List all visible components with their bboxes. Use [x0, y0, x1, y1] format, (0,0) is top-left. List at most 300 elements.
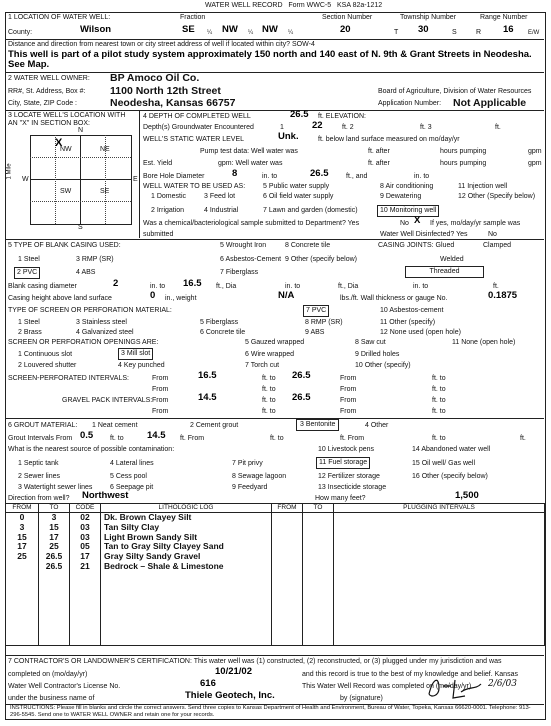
table-row — [6, 599, 545, 608]
opening-6: 6 Wire wrapped — [245, 351, 295, 358]
ne-label: NE — [100, 146, 110, 153]
section-number-value: 20 — [340, 24, 351, 35]
direction-value: Northwest — [82, 490, 129, 501]
sc-from-label-4: From — [340, 386, 357, 393]
divider — [5, 39, 544, 40]
grid-line — [80, 135, 81, 224]
opening-8: 8 Saw cut — [355, 339, 386, 346]
range-value: 16 — [503, 24, 514, 35]
code-cell: 17 — [70, 552, 101, 562]
empty-cell — [272, 523, 303, 533]
empty-cell — [334, 552, 545, 562]
from-cell: 3 — [6, 523, 39, 533]
from-cell: 17 — [6, 542, 39, 552]
height-value: 0 — [150, 290, 156, 301]
gv-to-label: ft. to — [262, 397, 276, 404]
address-label: RR#, St. Address, Box #: — [8, 88, 86, 95]
county-label: County: — [8, 29, 33, 36]
empty-cell — [334, 627, 545, 636]
empty-cell — [334, 599, 545, 608]
chem-label: Was a chemical/bacteriological sample submitted to Department? Yes — [143, 220, 360, 227]
city-label: City, State, ZIP Code : — [8, 100, 77, 107]
sc-to-label-4: ft. to — [432, 386, 446, 393]
casing-8: 8 Concrete tile — [285, 242, 331, 249]
wall-value: 0.1875 — [488, 290, 518, 301]
empty-cell — [303, 572, 334, 581]
empty-cell — [272, 599, 303, 608]
grout-intervals-label: Grout Intervals From — [8, 435, 73, 442]
casing-6: 6 Asbestos-Cement — [220, 256, 282, 263]
mile-label: 1 Mile — [6, 163, 13, 180]
empty-cell — [6, 627, 39, 636]
screen-1: 1 Steel — [18, 319, 40, 326]
disinfected-no: No — [488, 231, 497, 238]
gv-from-label: From — [152, 397, 169, 404]
opening-9: 9 Drilled holes — [355, 351, 400, 358]
screen-9: 9 ABS — [305, 329, 325, 336]
bore-value: 8 — [232, 168, 238, 179]
empty-cell — [272, 572, 303, 581]
empty-cell — [39, 627, 70, 636]
pump-label: Pump test data: Well water was — [200, 148, 298, 155]
empty-cell — [334, 581, 545, 590]
completed-value: 10/21/02 — [215, 666, 252, 677]
divider — [139, 110, 140, 238]
bore-and: ft., and — [346, 173, 368, 180]
grout-3-selected: 3 Bentonite — [296, 419, 339, 431]
table-row — [6, 627, 545, 636]
screen-11: 11 Other (specify) — [380, 319, 436, 326]
empty-cell — [101, 590, 272, 599]
county-value: Wilson — [80, 24, 112, 35]
empty-cell — [334, 618, 545, 627]
nw-label: NW — [60, 146, 72, 153]
code-cell: 05 — [70, 542, 101, 552]
lithology-cell: Dk. Brown Clayey Silt — [101, 513, 272, 523]
chem-mark: X — [414, 215, 421, 226]
intervals-label: SCREEN-PERFORATED INTERVALS: — [8, 375, 129, 382]
empty-cell — [334, 533, 545, 543]
yield-hours: hours pumping — [440, 160, 487, 167]
gw-ft3: ft. 3 — [420, 124, 432, 131]
empty-cell — [334, 590, 545, 599]
code-cell: 03 — [70, 523, 101, 533]
use-7: 7 Lawn and garden (domestic) — [263, 207, 358, 214]
use-9: 9 Dewatering — [380, 193, 422, 200]
contam-9: 9 Feedyard — [232, 484, 268, 491]
empty-cell — [303, 542, 334, 552]
record-true: and this record is true to the best of my knowledge and belief. Kansas — [302, 671, 518, 678]
grout-ft: ft. — [520, 435, 526, 442]
opening-5: 5 Gauzed wrapped — [245, 339, 305, 346]
empty-cell — [334, 608, 545, 617]
diam-label: Blank casing diameter — [8, 283, 77, 290]
use-12: 12 Other (Specify below) — [458, 193, 536, 200]
empty-cell — [101, 581, 272, 590]
sc-to-label-3: ft. to — [262, 386, 276, 393]
lithology-cell: Tan Silty Clay — [101, 523, 272, 533]
casing-5: 5 Wrought Iron — [220, 242, 267, 249]
owner-city: Neodesha, Kansas 66757 — [110, 97, 236, 109]
lithology-cell: Tan to Gray Silty Clayey Sand — [101, 542, 272, 552]
use-label: WELL WATER TO BE USED AS: — [143, 183, 246, 190]
gw-ft2: ft. 2 — [342, 124, 354, 131]
empty-cell — [303, 533, 334, 543]
east-label: E — [133, 176, 138, 183]
range-suffix: E/W — [528, 30, 540, 36]
casing-4: 4 ABS — [76, 269, 96, 276]
range-prefix: R — [476, 29, 482, 36]
empty-cell — [303, 581, 334, 590]
empty-cell — [39, 608, 70, 617]
empty-cell — [6, 590, 39, 599]
grout-from-value: 0.5 — [80, 430, 94, 441]
howmany-value: 1,500 — [455, 490, 479, 501]
screen-label: TYPE OF SCREEN OR PERFORATION MATERIAL: — [8, 307, 172, 314]
yield-gpm-2: gpm — [528, 160, 542, 167]
contam-8: 8 Sewage lagoon — [232, 473, 287, 480]
board-label: Board of Agriculture, Division of Water Resources — [378, 88, 532, 95]
screen-2: 2 Brass — [18, 329, 42, 336]
from-cell: 0 — [6, 513, 39, 523]
static-label: WELL'S STATIC WATER LEVEL — [143, 136, 245, 143]
diam-in-to-3: in. to — [413, 283, 429, 290]
yield-gpm: gpm: Well water was — [218, 160, 283, 167]
casing-3: 3 RMP (SR) — [76, 256, 114, 263]
empty-cell — [70, 590, 101, 599]
lithology-cell: Gray Silty Sandy Gravel — [101, 552, 272, 562]
contam-14: 14 Abandoned water well — [412, 446, 491, 453]
location-section-label: 1 LOCATION OF WATER WELL: — [8, 14, 111, 21]
static-tail: ft. below land surface measured on mo/day/yr — [318, 136, 460, 143]
empty-cell — [70, 608, 101, 617]
license-value: 616 — [200, 678, 216, 689]
casing-2-selected: 2 PVC — [14, 267, 40, 279]
height-weight: in., weight — [165, 295, 197, 302]
form-title: WATER WELL RECORD Form WWC-5 KSA 82a-1212 — [205, 2, 383, 9]
grid-line — [30, 201, 131, 202]
distance-value: This well is part of a pilot study system approximately 150 north and 140 east of N. 9th & Grant Streets in Neodesha. See Map. — [8, 49, 532, 71]
chem-tail: If yes, mo/day/yr sample was — [430, 220, 521, 227]
fraction-3: NW — [262, 24, 278, 35]
table-row — [6, 590, 545, 599]
header-to: TO — [39, 504, 70, 513]
opening-4: 4 Key punched — [118, 362, 165, 369]
to-cell: 15 — [39, 523, 70, 533]
screen-3: 3 Stainless steel — [76, 319, 127, 326]
empty-cell — [39, 590, 70, 599]
contam-10: 10 Livestock pens — [318, 446, 375, 453]
south-label: S — [78, 224, 83, 231]
table-row — [6, 562, 545, 572]
from-cell — [6, 562, 39, 572]
gv-to-label-3: ft. to — [262, 408, 276, 415]
empty-cell — [334, 523, 545, 533]
empty-cell — [303, 636, 334, 646]
empty-cell — [272, 627, 303, 636]
casing-label: 5 TYPE OF BLANK CASING USED: — [8, 242, 121, 249]
empty-cell — [70, 636, 101, 646]
gv-from-label-3: From — [152, 408, 169, 415]
howmany-label: How many feet? — [315, 495, 366, 502]
owner-label: 2 WATER WELL OWNER: — [8, 75, 90, 82]
grout-2: 2 Cement grout — [190, 422, 239, 429]
yield-after: ft. after — [368, 160, 390, 167]
screen-7-selected: 7 PVC — [303, 305, 329, 317]
owner-name: BP Amoco Oil Co. — [110, 72, 200, 84]
owner-address: 1100 North 12th Street — [110, 85, 221, 97]
to-cell: 17 — [39, 533, 70, 543]
empty-cell — [70, 572, 101, 581]
header-to-2: TO — [303, 504, 334, 513]
gw-ft: ft. — [495, 124, 501, 131]
empty-cell — [272, 562, 303, 572]
casing-9: 9 Other (specify below) — [285, 256, 357, 263]
use-10-selected: 10 Monitoring well — [377, 205, 439, 217]
empty-cell — [272, 608, 303, 617]
application-value: Not Applicable — [453, 97, 527, 109]
pump-gpm: gpm — [528, 148, 542, 155]
casing-7: 7 Fiberglass — [220, 269, 259, 276]
grout-from-label: ft. From — [180, 435, 205, 442]
township-value: 30 — [418, 24, 429, 35]
empty-cell — [334, 542, 545, 552]
diam-ft: ft. — [493, 283, 499, 290]
joints-label: CASING JOINTS: Glued — [378, 242, 455, 249]
screen-4: 4 Galvanized steel — [76, 329, 134, 336]
use-8: 8 Air conditioning — [380, 183, 434, 190]
header-lithologic-log: LITHOLOGIC LOG — [101, 504, 272, 513]
empty-cell — [303, 513, 334, 523]
table-row — [6, 581, 545, 590]
empty-cell — [272, 533, 303, 543]
north-label: N — [78, 127, 84, 134]
township-prefix: T — [394, 29, 399, 36]
quarter-3: ¼ — [288, 30, 294, 36]
pump-hours: hours pumping — [440, 148, 487, 155]
sc-from-label-3: From — [152, 386, 169, 393]
empty-cell — [303, 608, 334, 617]
empty-cell — [272, 581, 303, 590]
opening-7: 7 Torch cut — [245, 362, 280, 369]
table-row — [6, 572, 545, 581]
gravel-label: GRAVEL PACK INTERVALS: — [62, 397, 153, 404]
empty-cell — [303, 627, 334, 636]
header-code: CODE — [70, 504, 101, 513]
quarter-1: ¼ — [207, 30, 213, 36]
lithology-cell: Light Brown Sandy Silt — [101, 533, 272, 543]
direction-label: Direction from well? — [8, 495, 70, 502]
empty-cell — [39, 581, 70, 590]
contam-13: 13 Insecticide storage — [318, 484, 387, 491]
header-from-2: FROM — [272, 504, 303, 513]
empty-cell — [272, 513, 303, 523]
grout-to-label-3: ft. to — [432, 435, 446, 442]
contam-12: 12 Fertilizer storage — [318, 473, 380, 480]
header-from: FROM — [6, 504, 39, 513]
code-cell: 02 — [70, 513, 101, 523]
opening-3-selected: 3 Mill slot — [118, 348, 153, 360]
empty-cell — [303, 590, 334, 599]
contam-5: 5 Cess pool — [110, 473, 147, 480]
distance-label: Distance and direction from nearest town or city street address of well if located within city? SOW-4 — [8, 41, 315, 48]
empty-cell — [303, 599, 334, 608]
to-cell: 3 — [39, 513, 70, 523]
record-completed-label: This Water Well Record was completed on (mo/day/yr) — [302, 683, 472, 690]
empty-cell — [334, 636, 545, 646]
empty-cell — [70, 627, 101, 636]
empty-cell — [70, 581, 101, 590]
use-3: 3 Feed lot — [204, 193, 236, 200]
gv-from-label-4: From — [340, 408, 357, 415]
se-label: SE — [100, 188, 110, 195]
well-location-mark: X — [55, 137, 63, 149]
empty-cell — [39, 599, 70, 608]
empty-cell — [303, 552, 334, 562]
divider — [5, 655, 544, 656]
casing-1: 1 Steel — [18, 256, 40, 263]
divider — [5, 418, 544, 419]
bore-to-label: in. to — [262, 173, 278, 180]
gw-label: Depth(s) Groundwater Encountered — [143, 124, 254, 131]
section-grid — [30, 135, 132, 225]
empty-cell — [303, 618, 334, 627]
diam-ft-dia: ft., Dia — [216, 283, 237, 290]
diam-value: 2 — [113, 278, 119, 289]
contam-6: 6 Seepage pit — [110, 484, 154, 491]
screen-8: 8 RMP (SR) — [305, 319, 343, 326]
to-cell: 26.5 — [39, 552, 70, 562]
table-row — [6, 618, 545, 627]
section-number-label: Section Number — [322, 14, 373, 21]
contam-3: 3 Watertight sewer lines — [18, 484, 93, 491]
opening-10: 10 Other (specify) — [355, 362, 411, 369]
openings-label: SCREEN OR PERFORATION OPENINGS ARE: — [8, 339, 159, 346]
empty-cell — [70, 599, 101, 608]
diam-ft-dia-2: ft., Dia — [338, 283, 359, 290]
contam-label: What is the nearest source of possible contamination: — [8, 446, 175, 453]
empty-cell — [303, 523, 334, 533]
gv-to-label-4: ft. to — [432, 408, 446, 415]
contam-4: 4 Lateral lines — [110, 460, 154, 467]
empty-cell — [303, 562, 334, 572]
fraction-2: NW — [222, 24, 238, 35]
contam-16: 16 Other (specify below) — [412, 473, 488, 480]
header-plugging: PLUGGING INTERVALS — [334, 504, 545, 513]
empty-cell — [101, 608, 272, 617]
township-suffix: S — [452, 29, 457, 36]
yield-label: Est. Yield — [143, 160, 173, 167]
empty-cell — [39, 572, 70, 581]
sc-from-value: 16.5 — [198, 370, 217, 381]
opening-2: 2 Louvered shutter — [18, 362, 77, 369]
use-2: 2 Irrigation — [151, 207, 185, 214]
use-1: 1 Domestic — [151, 193, 187, 200]
contam-7: 7 Pit privy — [232, 460, 263, 467]
contam-1: 1 Septic tank — [18, 460, 59, 467]
empty-cell — [70, 618, 101, 627]
empty-cell — [272, 590, 303, 599]
application-label: Application Number: — [378, 100, 442, 107]
diam-in-to: in. to — [150, 283, 166, 290]
joints-welded: Welded — [440, 256, 464, 263]
locate-label: 3 LOCATE WELL'S LOCATION WITH AN "X" IN SECTION BOX: — [8, 112, 126, 128]
contam-2: 2 Sewer lines — [18, 473, 61, 480]
divider — [5, 110, 544, 111]
empty-cell — [101, 618, 272, 627]
gv-from-label-2: From — [340, 397, 357, 404]
contam-15: 15 Oil well/ Gas well — [412, 460, 476, 467]
empty-cell — [6, 636, 39, 646]
fraction-label: Fraction — [180, 14, 206, 21]
gw1-value: 22 — [312, 120, 323, 131]
empty-cell — [272, 636, 303, 646]
empty-cell — [101, 636, 272, 646]
empty-cell — [101, 599, 272, 608]
screen-10: 10 Asbestos-cement — [380, 307, 444, 314]
gv-to-value: 26.5 — [292, 392, 311, 403]
west-label: W — [22, 176, 29, 183]
grout-label: 6 GROUT MATERIAL: — [8, 422, 78, 429]
height-label: Casing height above land surface — [8, 295, 112, 302]
empty-cell — [334, 513, 545, 523]
record-date: 2/6/03 — [488, 679, 517, 689]
table-row — [6, 636, 545, 646]
lithology-cell: Bedrock – Shale & Limestone — [101, 562, 272, 572]
gw1-label: 1 — [280, 124, 284, 131]
lithologic-log-table — [5, 503, 545, 646]
divider — [5, 72, 544, 73]
empty-cell — [6, 581, 39, 590]
sc-to-label: ft. to — [262, 375, 276, 382]
bore-to-value: 26.5 — [310, 168, 329, 179]
completed-label: completed on (mo/day/yr) — [8, 671, 88, 678]
empty-cell — [334, 572, 545, 581]
empty-cell — [334, 562, 545, 572]
sc-from-label-2: From — [340, 375, 357, 382]
empty-cell — [272, 542, 303, 552]
to-cell: 25 — [39, 542, 70, 552]
empty-cell — [272, 552, 303, 562]
signature — [425, 672, 485, 702]
gv-to-label-2: ft. to — [432, 397, 446, 404]
screen-6: 6 Concrete tile — [200, 329, 246, 336]
opening-1: 1 Continuous slot — [18, 351, 73, 358]
grout-1: 1 Neat cement — [92, 422, 138, 429]
grout-4: 4 Other — [365, 422, 389, 429]
range-label: Range Number — [480, 14, 528, 21]
from-cell: 25 — [6, 552, 39, 562]
table-row — [6, 608, 545, 617]
quarter-2: ¼ — [248, 30, 254, 36]
diam-in-to-2: in. to — [285, 283, 301, 290]
divider — [5, 239, 544, 240]
empty-cell — [6, 599, 39, 608]
grout-from-label-2: ft. From — [340, 435, 365, 442]
contam-11-selected: 11 Fuel storage — [316, 457, 370, 469]
empty-cell — [6, 618, 39, 627]
sw-label: SW — [60, 188, 72, 195]
bore-label: Bore Hole Diameter — [143, 173, 205, 180]
use-6: 6 Oil field water supply — [263, 193, 334, 200]
from-cell: 15 — [6, 533, 39, 543]
business-value: Thiele Geotech, Inc. — [185, 690, 275, 701]
empty-cell — [6, 608, 39, 617]
grout-to-value: 14.5 — [147, 430, 166, 441]
sc-to-value: 26.5 — [292, 370, 311, 381]
use-5: 5 Public water supply — [263, 183, 330, 190]
empty-cell — [101, 572, 272, 581]
